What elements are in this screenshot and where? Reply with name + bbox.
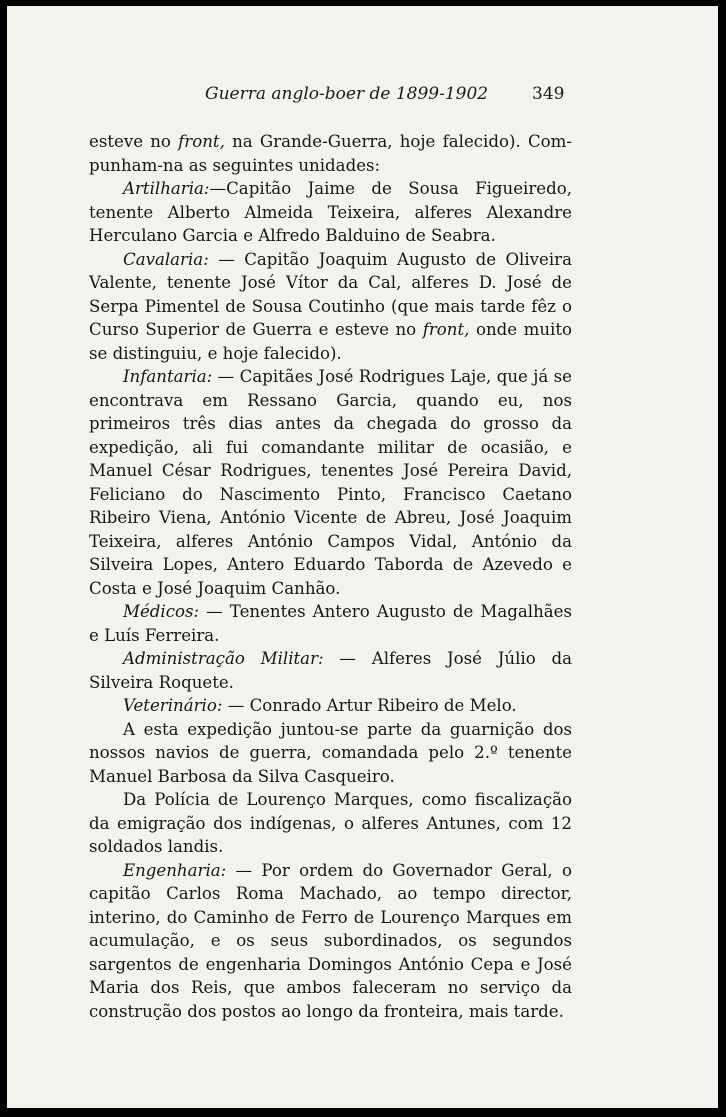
paragraph <box>89 248 572 366</box>
paragraph <box>89 130 572 177</box>
italic-term: front, <box>178 132 225 151</box>
paragraph-text: na Grande-Guerra, hoje falecido). Compunham-na as seguintes unidades: <box>89 132 572 175</box>
italic-term: Engenharia: <box>123 860 227 880</box>
paragraph <box>89 694 572 718</box>
paragraph-text: — Capitão Joaquim Augusto de Oliveira Valente, tenente José Vítor da Cal, alferes D. José de Serpa Pimentel de Sousa Coutinho (que mais tarde fêz o Curso Superior de Guerra e esteve no <box>89 249 572 339</box>
paragraph-text: —Capitão Jaime de Sousa Figueiredo, tenente Alberto Almeida Teixeira, alferes Alexandre Herculano Garcia e Alfredo Balduino de Seabra. <box>89 179 572 245</box>
italic-term: Administração Militar: <box>123 649 324 668</box>
paragraph <box>89 859 572 1024</box>
italic-term: Artilharia: <box>123 179 210 198</box>
running-title: Guerra anglo-boer de 1899-1902 <box>205 84 489 104</box>
paragraph-text: — Capitães José Rodrigues Laje, que já se encontrava em Ressano Garcia, quando eu, nos primeiros três dias antes da chegada do grosso da expedição, ali fui comandante militar de ocasião, e Manuel César Rodrigues, tenentes José Pereira David, Feliciano do Nascimento Pinto, Francisco Caetano Ribeiro Viena, António Vicente de Abreu, José Joaquim Teixeira, alferes António Campos Vidal, António da Silveira Lopes, Antero Eduardo Taborda de Azevedo e Costa e José Joaquim Canhão. <box>89 367 572 598</box>
italic-term: Médicos: <box>123 602 200 621</box>
italic-term: Veterinário: <box>123 696 223 715</box>
paragraph-text: — Tenentes Antero Augusto de Magalhães e Luís Ferreira. <box>89 602 572 645</box>
italic-term: Infantaria: <box>123 367 213 386</box>
paragraph <box>89 647 572 694</box>
paragraph-text: — Alferes José Júlio da Silveira Roquete. <box>89 649 572 692</box>
paragraph-text: onde muito se distinguiu, e hoje falecido). <box>89 320 572 363</box>
paragraph-text: Da Polícia de Lourenço Marques, como fiscalização da emigração dos indígenas, o alferes Antunes, com 12 soldados landis. <box>89 790 572 856</box>
body-text <box>89 130 572 1023</box>
page-header <box>7 84 718 110</box>
italic-term: Cavalaria: <box>123 249 209 269</box>
paragraph <box>89 788 572 859</box>
italic-term: front, <box>422 320 470 339</box>
paragraph <box>89 600 572 647</box>
paragraph <box>89 177 572 248</box>
paragraph-text: A esta expedição juntou-se parte da guarnição dos nossos navios de guerra, comandada pelo 2.º tenente Manuel Barbosa da Silva Casqueiro. <box>89 719 572 786</box>
paragraph-text: esteve no <box>89 132 179 151</box>
paragraph <box>89 365 572 600</box>
book-page <box>7 6 718 1108</box>
page-number: 349 <box>532 84 565 104</box>
paragraph-text: — Conrado Artur Ribeiro de Melo. <box>222 696 517 715</box>
paragraph <box>89 718 572 789</box>
paragraph-text: — Por ordem do Governador Geral, o capitão Carlos Roma Machado, ao tempo director, interino, do Caminho de Ferro de Lourenço Marques em acumulação, e os seus subordinados, os segundos sargentos de engenharia Domingos António Cepa e José Maria dos Reis, que ambos faleceram no serviço da construção dos postos ao longo da fronteira, mais tarde. <box>89 860 572 1021</box>
